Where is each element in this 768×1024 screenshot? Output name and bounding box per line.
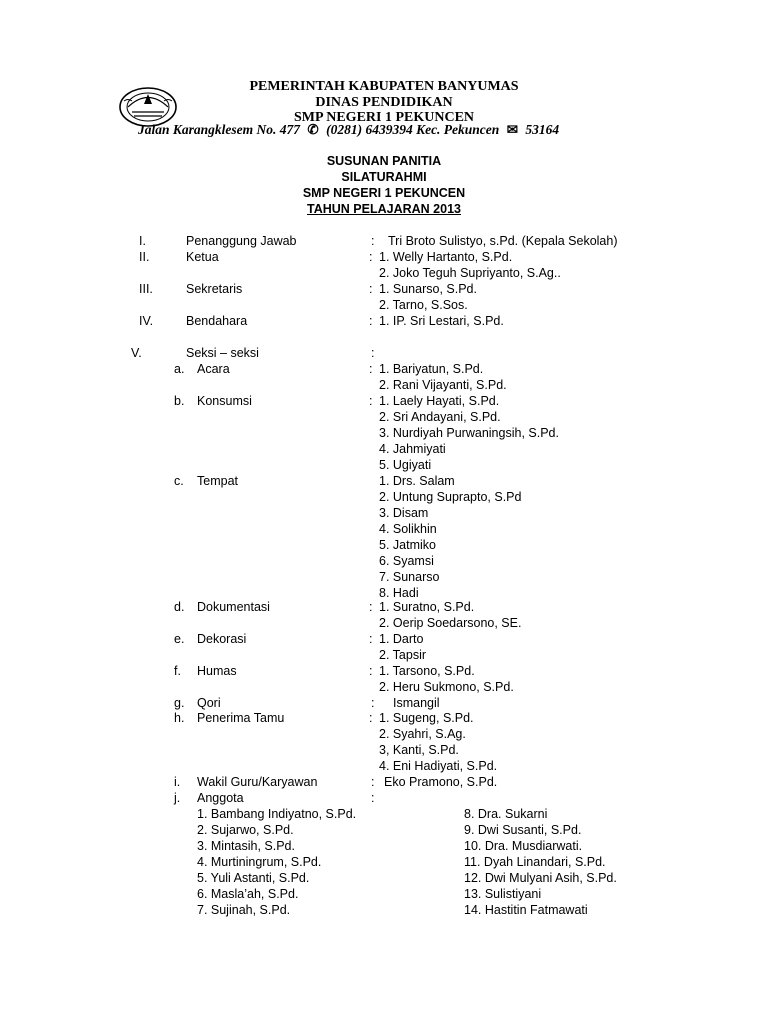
subsection-separator: :: [369, 362, 373, 376]
subsection-separator: :: [371, 696, 375, 710]
letterhead-line-3: SMP NEGERI 1 PEKUNCEN: [293, 110, 475, 125]
subsection-letter: a.: [174, 362, 185, 376]
subsection-label: Qori: [197, 696, 221, 710]
postal-code: 53164: [525, 122, 560, 137]
section-label: Bendahara: [186, 314, 248, 328]
person-name: 2. Rani Vijayanti, S.Pd.: [379, 378, 507, 392]
subsection-letter: j.: [174, 791, 181, 805]
person-name: 3. Nurdiyah Purwaningsih, S.Pd.: [379, 426, 559, 440]
member-name: 2. Sujarwo, S.Pd.: [197, 823, 294, 837]
person-name: 8. Hadi: [379, 586, 419, 600]
subsection-letter: f.: [174, 664, 181, 678]
person-name: 1. Sugeng, S.Pd.: [379, 711, 474, 725]
person-name: 4. Eni Hadiyati, S.Pd.: [379, 759, 498, 773]
person-name: Ismangil: [393, 696, 440, 710]
address-text: Jalan Karangklesem No. 477: [138, 122, 301, 137]
doc-title-4-text: TAHUN PELAJARAN 2013: [307, 202, 461, 216]
member-name: 8. Dra. Sukarni: [464, 807, 548, 821]
section-number: IV.: [139, 314, 154, 328]
person-name: 4. Jahmiyati: [379, 442, 446, 456]
section-number: III.: [139, 282, 153, 296]
person-name: 1. Sunarso, S.Pd.: [379, 282, 477, 296]
person-name: 2. Joko Teguh Supriyanto, S.Ag..: [379, 266, 561, 280]
person-name: 2. Oerip Soedarsono, SE.: [379, 616, 522, 630]
person-name: Eko Pramono, S.Pd.: [384, 775, 498, 789]
member-name: 13. Sulistiyani: [464, 887, 542, 901]
subsection-letter: c.: [174, 474, 184, 488]
subsection-label: Humas: [197, 664, 237, 678]
envelope-icon: ✉: [506, 122, 518, 137]
subsection-separator: :: [371, 791, 375, 805]
subsection-separator: :: [369, 632, 373, 646]
section-separator: :: [371, 234, 375, 248]
letterhead-address-line: [138, 122, 698, 138]
person-name: 5. Ugiyati: [379, 458, 432, 472]
letterhead-line-1: PEMERINTAH KABUPATEN BANYUMAS: [249, 79, 519, 94]
subsection-label: Acara: [197, 362, 230, 376]
phone-text: (0281) 6439394 Kec. Pekuncen: [326, 122, 500, 137]
subsection-letter: h.: [174, 711, 185, 725]
doc-title-2: SILATURAHMI: [341, 170, 427, 184]
subsection-label: Wakil Guru/Karyawan: [197, 775, 318, 789]
subsection-label: Dokumentasi: [197, 600, 270, 614]
section-label: Seksi – seksi: [186, 346, 259, 360]
doc-title-1: SUSUNAN PANITIA: [326, 154, 442, 168]
member-name: 5. Yuli Astanti, S.Pd.: [197, 871, 310, 885]
person-name: 4. Solikhin: [379, 522, 437, 536]
letterhead-line-2: DINAS PENDIDIKAN: [315, 95, 453, 110]
person-name: 2. Untung Suprapto, S.Pd: [379, 490, 522, 504]
subsection-separator: :: [369, 711, 373, 725]
person-name: Tri Broto Sulistyo, s.Pd. (Kepala Sekolah): [388, 234, 618, 248]
doc-title-3: SMP NEGERI 1 PEKUNCEN: [302, 186, 466, 200]
person-name: 1. IP. Sri Lestari, S.Pd.: [379, 314, 504, 328]
subsection-letter: g.: [174, 696, 185, 710]
person-name: 1. Bariyatun, S.Pd.: [379, 362, 484, 376]
subsection-separator: :: [371, 775, 375, 789]
subsection-letter: b.: [174, 394, 185, 408]
section-label: Sekretaris: [186, 282, 243, 296]
subsection-separator: :: [369, 600, 373, 614]
subsection-label: Penerima Tamu: [197, 711, 285, 725]
subsection-letter: d.: [174, 600, 185, 614]
subsection-label: Konsumsi: [197, 394, 252, 408]
subsection-label: Anggota: [197, 791, 244, 805]
person-name: 1. Drs. Salam: [379, 474, 455, 488]
section-separator: :: [369, 314, 373, 328]
section-number: V.: [131, 346, 142, 360]
section-number: II.: [139, 250, 150, 264]
person-name: 2. Tarno, S.Sos.: [379, 298, 468, 312]
subsection-label: Tempat: [197, 474, 238, 488]
member-name: 6. Masla’ah, S.Pd.: [197, 887, 299, 901]
subsection-letter: i.: [174, 775, 181, 789]
member-name: 4. Murtiningrum, S.Pd.: [197, 855, 322, 869]
subsection-separator: :: [369, 394, 373, 408]
person-name: 2. Tapsir: [379, 648, 427, 662]
person-name: 1. Suratno, S.Pd.: [379, 600, 475, 614]
person-name: 3. Disam: [379, 506, 429, 520]
member-name: 12. Dwi Mulyani Asih, S.Pd.: [464, 871, 617, 885]
member-name: 11. Dyah Linandari, S.Pd.: [464, 855, 606, 869]
member-name: 7. Sujinah, S.Pd.: [197, 903, 291, 917]
section-number: I.: [139, 234, 146, 248]
subsection-label: Dekorasi: [197, 632, 247, 646]
person-name: 1. Welly Hartanto, S.Pd.: [379, 250, 513, 264]
person-name: 2. Heru Sukmono, S.Pd.: [379, 680, 514, 694]
member-name: 10. Dra. Musdiarwati.: [464, 839, 583, 853]
person-name: 5. Jatmiko: [379, 538, 436, 552]
subsection-separator: :: [369, 664, 373, 678]
member-name: 14. Hastitin Fatmawati: [464, 903, 588, 917]
person-name: 2. Sri Andayani, S.Pd.: [379, 410, 501, 424]
section-separator: :: [369, 250, 373, 264]
person-name: 1. Tarsono, S.Pd.: [379, 664, 475, 678]
member-name: 3. Mintasih, S.Pd.: [197, 839, 295, 853]
doc-title-4: [0, 201, 768, 217]
person-name: 6. Syamsi: [379, 554, 434, 568]
member-name: 1. Bambang Indiyatno, S.Pd.: [197, 807, 357, 821]
subsection-letter: e.: [174, 632, 185, 646]
person-name: 2. Syahri, S.Ag.: [379, 727, 466, 741]
section-separator: :: [371, 346, 375, 360]
section-label: Ketua: [186, 250, 219, 264]
person-name: 1. Darto: [379, 632, 424, 646]
member-name: 9. Dwi Susanti, S.Pd.: [464, 823, 582, 837]
person-name: 7. Sunarso: [379, 570, 440, 584]
person-name: 1. Laely Hayati, S.Pd.: [379, 394, 500, 408]
phone-icon: ✆: [307, 122, 319, 137]
person-name: 3, Kanti, S.Pd.: [379, 743, 459, 757]
section-label: Penanggung Jawab: [186, 234, 297, 248]
section-separator: :: [369, 282, 373, 296]
